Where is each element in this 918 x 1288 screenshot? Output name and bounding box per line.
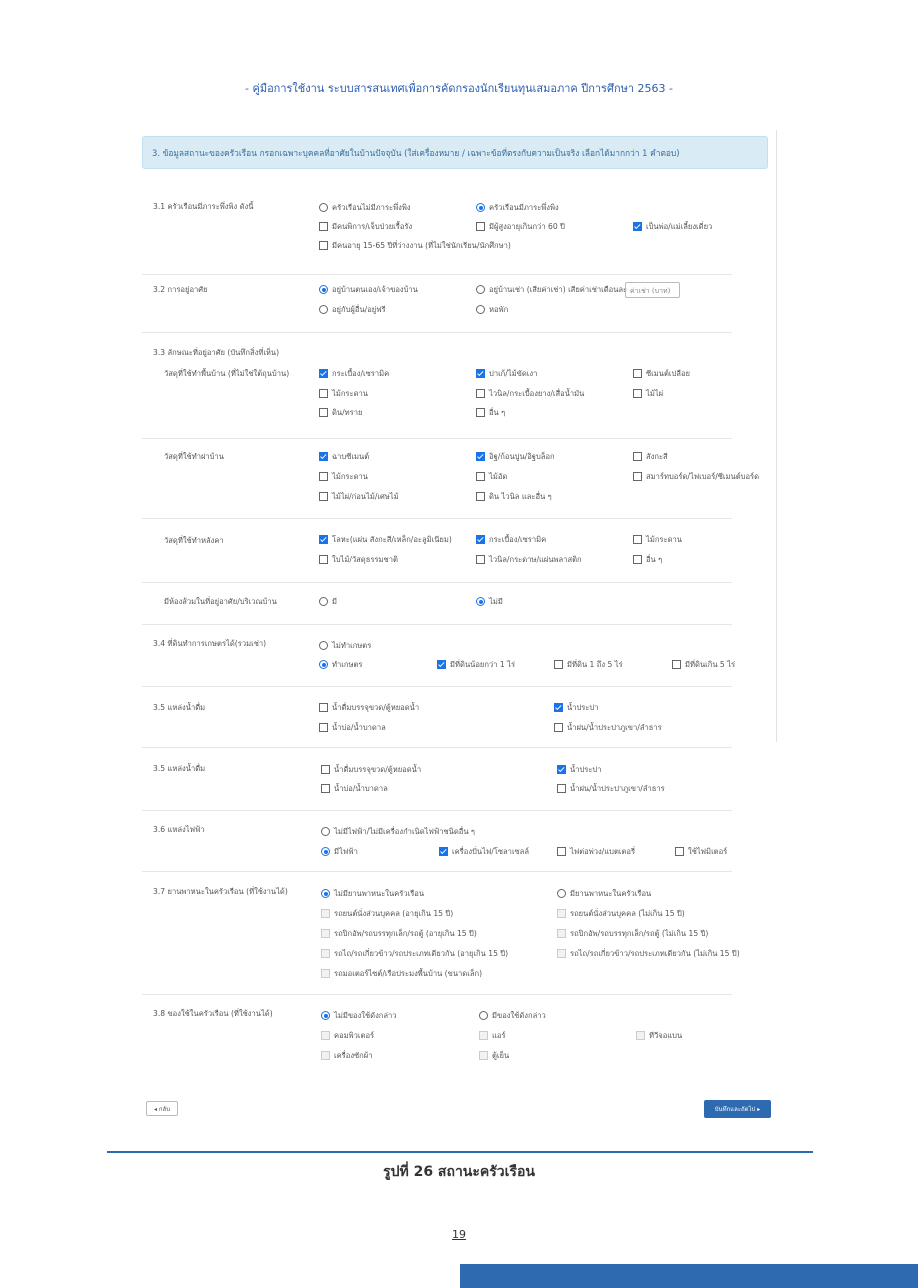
row-divider [142,332,732,333]
radio-button[interactable] [476,203,485,212]
page-number: 19 [452,1228,466,1241]
option[interactable]: ดิน/ทราย [319,407,362,418]
option[interactable]: ไม้อัด [476,471,507,482]
floor-material-label: วัสดุที่ใช้ทำพื้นบ้าน (ที่ไม่ใช่ใต้ถุนบ้าน) [164,369,290,378]
checkbox[interactable] [437,660,446,669]
checkbox[interactable] [557,847,566,856]
option[interactable]: มีไฟฟ้า [321,846,358,857]
option[interactable]: สมาร์ทบอร์ด/ไฟเบอร์/ซีเมนต์บอร์ด [633,471,759,482]
save-next-button[interactable]: บันทึกและถัดไป ▸ [704,1100,771,1118]
row-divider [142,994,732,995]
q3-5-label: 3.5 แหล่งน้ำดื่ม [153,764,206,773]
checkbox[interactable] [557,949,566,958]
radio-button[interactable] [321,1011,330,1020]
radio-button[interactable] [321,827,330,836]
option[interactable]: น้ำประปา [557,764,602,775]
checkbox[interactable] [636,1031,645,1040]
radio-button[interactable] [476,285,485,294]
radio-button[interactable] [319,641,328,650]
option[interactable]: ไม่มี [476,596,503,607]
rent-amount-input[interactable]: ค่าเช่า (บาท) [625,282,680,298]
row-divider [142,747,732,748]
option[interactable]: มียานพาหนะในครัวเรือน [557,888,651,899]
checkbox[interactable] [476,452,485,461]
checkbox[interactable] [319,535,328,544]
checkbox[interactable] [554,703,563,712]
row-divider [142,438,732,439]
option[interactable]: ไม้ไผ่ [633,388,663,399]
row-divider [142,871,732,872]
checkbox[interactable] [557,784,566,793]
caption-rule [107,1151,813,1153]
option[interactable]: ไม่มีไฟฟ้า/ไม่มีเครื่องกำเนิดไฟฟ้าชนิดอื่น ๆ [321,826,475,837]
checkbox[interactable] [633,535,642,544]
q3-3-label: 3.3 ลักษณะที่อยู่อาศัย (บันทึกสิ่งที่เห็น) [153,348,280,357]
checkbox[interactable] [321,1031,330,1040]
radio-button[interactable] [479,1011,488,1020]
option[interactable]: เครื่องซักผ้า [321,1050,373,1061]
option[interactable]: ดิน ไวนิล และอื่น ๆ [476,491,552,502]
checkbox[interactable] [321,929,330,938]
option[interactable]: อื่น ๆ [633,554,662,565]
option[interactable]: แอร์ [479,1030,506,1041]
checkbox[interactable] [321,909,330,918]
household-form-screenshot [140,130,780,1120]
row-divider [142,582,732,583]
checkbox[interactable] [633,555,642,564]
checkbox[interactable] [321,1051,330,1060]
option[interactable]: ใบไม้/วัสดุธรรมชาติ [319,554,398,565]
checkbox[interactable] [557,929,566,938]
radio-button[interactable] [557,889,566,898]
checkbox[interactable] [476,389,485,398]
q3-2-label: 3.2 การอยู่อาศัย [153,285,208,294]
checkbox[interactable] [633,222,642,231]
checkbox[interactable] [476,555,485,564]
option[interactable]: น้ำบ่อ/น้ำบาดาล [321,783,388,794]
option[interactable]: อยู่บ้านเช่า (เสียค่าเช่า) เสียค่าเช่าเดือนละ [476,284,627,295]
option[interactable]: รถปิกอัพ/รถบรรทุกเล็ก/รถตู้ (ไม่เกิน 15 ปี) [557,928,708,939]
option[interactable]: น้ำฝน/น้ำประปาภูเขา/ลำธาร [554,722,662,733]
q3-4-label: 3.4 ที่ดินทำการเกษตรได้(รวมเช่า) [153,639,267,648]
option[interactable]: ไม่มียานพาหนะในครัวเรือน [321,888,424,899]
option[interactable]: อื่น ๆ [476,407,505,418]
option[interactable]: ไวนิล/กระเบื้องยาง/เสื่อน้ำมัน [476,388,584,399]
option[interactable]: ใช้ไฟมิเตอร์ [675,846,727,857]
row-divider [142,274,732,275]
checkbox[interactable] [633,369,642,378]
checkbox[interactable] [321,949,330,958]
roof-material-label: วัสดุที่ใช้ทำหลังคา [164,536,224,545]
option[interactable]: ไม่ทำเกษตร [319,640,371,651]
checkbox[interactable] [633,452,642,461]
q3-1-label: 3.1 ครัวเรือนมีภาระพึ่งพิง ดังนี้ [153,202,254,211]
option[interactable]: รถมอเตอร์ไซต์/เรือประมงพื้นบ้าน (ขนาดเล็ก) [321,968,482,979]
option[interactable]: น้ำประปา [554,702,599,713]
back-button[interactable]: ◂ กลับ [146,1101,178,1116]
option[interactable]: โลหะ(แผ่น สังกะสี/เหล็ก/อะลูมิเนียม) [319,534,452,545]
section-banner: 3. ข้อมูลสถานะของครัวเรือน กรอกเฉพาะบุคคลที่อาศัยในบ้านปัจจุบัน (ใส่เครื่องหมาย / เฉพาะข้อที่ตรงกับความเป็นจริง เลือกได้มากกว่า 1 คำตอบ) [142,136,768,169]
option[interactable]: น้ำฝน/น้ำประปาภูเขา/ลำธาร [557,783,665,794]
option[interactable]: ไวนิล/กระดาษ/แผ่นพลาสติก [476,554,582,565]
option[interactable]: หอพัก [476,304,508,315]
option[interactable]: กระเบื้อง/เซรามิค [319,368,389,379]
checkbox[interactable] [319,241,328,250]
option[interactable]: ครัวเรือนมีภาระพึ่งพิง [476,202,559,213]
checkbox[interactable] [557,765,566,774]
option[interactable]: ไม่มีของใช้ดังกล่าว [321,1010,397,1021]
option[interactable]: มีของใช้ดังกล่าว [479,1010,546,1021]
q3-6-label: 3.6 แหล่งไฟฟ้า [153,825,205,834]
checkbox[interactable] [554,660,563,669]
option[interactable]: รถยนต์นั่งส่วนบุคคล (อายุเกิน 15 ปี) [321,908,453,919]
footer-bar [460,1264,918,1288]
checkbox[interactable] [319,408,328,417]
checkbox[interactable] [319,472,328,481]
option[interactable]: รถไถ/รถเกี่ยวข้าว/รถประเภทเดียวกัน (อายุเกิน 15 ปี) [321,948,508,959]
option[interactable]: คอมพิวเตอร์ [321,1030,374,1041]
checkbox[interactable] [476,535,485,544]
option[interactable]: น้ำดื่มบรรจุขวด/ตู้หยอดน้ำ [319,702,419,713]
toilet-label: มีห้องส้วมในที่อยู่อาศัย/บริเวณบ้าน [164,597,277,606]
checkbox[interactable] [321,969,330,978]
option[interactable]: มีคนพิการ/เจ็บป่วยเรื้อรัง [319,221,412,232]
option[interactable]: เครื่องปั่นไฟ/โซลาเซลล์ [439,846,529,857]
option[interactable]: รถไถ/รถเกี่ยวข้าว/รถประเภทเดียวกัน (ไม่เกิน 15 ปี) [557,948,740,959]
option[interactable]: ครัวเรือนไม่มีภาระพึ่งพิง [319,202,411,213]
wall-material-label: วัสดุที่ใช้ทำฝาบ้าน [164,452,224,461]
checkbox[interactable] [479,1051,488,1060]
checkbox[interactable] [675,847,684,856]
checkbox[interactable] [633,472,642,481]
radio-button[interactable] [319,660,328,669]
checkbox[interactable] [319,389,328,398]
radio-button[interactable] [321,889,330,898]
option[interactable]: ไม้กระดาน [319,388,368,399]
page-header: - คู่มือการใช้งาน ระบบสารสนเทศเพื่อการคัดกรองนักเรียนทุนเสมอภาค ปีการศึกษา 2563 - [245,82,673,95]
option[interactable]: สังกะสี [633,451,668,462]
checkbox[interactable] [479,1031,488,1040]
radio-button[interactable] [321,847,330,856]
option[interactable]: ไม้กระดาน [319,471,368,482]
checkbox[interactable] [319,492,328,501]
option[interactable]: มีที่ดิน 1 ถึง 5 ไร่ [554,659,623,670]
option[interactable]: ไม้กระดาน [633,534,682,545]
checkbox[interactable] [321,765,330,774]
row-divider [142,686,732,687]
checkbox[interactable] [319,703,328,712]
option[interactable]: กระเบื้อง/เซรามิค [476,534,546,545]
option[interactable]: มีที่ดินเกิน 5 ไร่ [672,659,735,670]
checkbox[interactable] [319,723,328,732]
checkbox[interactable] [476,222,485,231]
radio-button[interactable] [476,305,485,314]
checkbox[interactable] [319,222,328,231]
option[interactable]: ตู้เย็น [479,1050,509,1061]
row-divider [142,518,732,519]
radio-button[interactable] [319,305,328,314]
checkbox[interactable] [439,847,448,856]
checkbox[interactable] [557,909,566,918]
q3-7-label: 3.7 ยานพาหนะในครัวเรือน (ที่ใช้งานได้) [153,887,288,896]
option[interactable]: มีคนอายุ 15-65 ปีที่ว่างงาน (ที่ไม่ใช่นักเรียน/นักศึกษา) [319,240,511,251]
radio-button[interactable] [319,285,328,294]
option[interactable]: อิฐ/ก้อนปูน/อิฐบล็อก [476,451,555,462]
q3-8-label: 3.8 ของใช้ในครัวเรือน (ที่ใช้งานได้) [153,1009,273,1018]
checkbox[interactable] [476,408,485,417]
checkbox[interactable] [319,555,328,564]
option[interactable]: มีที่ดินน้อยกว่า 1 ไร่ [437,659,515,670]
option[interactable]: อยู่บ้านตนเอง/เจ้าของบ้าน [319,284,418,295]
radio-button[interactable] [476,597,485,606]
checkbox[interactable] [319,369,328,378]
option[interactable]: ไฟต่อพ่วง/แบตเตอรี่ [557,846,635,857]
option[interactable]: ทำเกษตร [319,659,362,670]
row-divider [142,810,732,811]
checkbox[interactable] [554,723,563,732]
figure-caption: รูปที่ 26 สถานะครัวเรือน [383,1164,535,1180]
option[interactable]: เป็นพ่อ/แม่เลี้ยงเดี่ยว [633,221,712,232]
option[interactable]: น้ำบ่อ/น้ำบาดาล [319,722,386,733]
option[interactable]: ซีเมนต์เปลือย [633,368,690,379]
radio-button[interactable] [319,597,328,606]
checkbox[interactable] [633,389,642,398]
option[interactable]: ไม้ไผ่/ก่อนไม้/เศษไม้ [319,491,399,502]
option[interactable]: มี [319,596,337,607]
checkbox[interactable] [321,784,330,793]
radio-button[interactable] [319,203,328,212]
option[interactable]: รถปิกอัพ/รถบรรทุกเล็ก/รถตู้ (อายุเกิน 15 ปี) [321,928,477,939]
option[interactable]: มีผู้สูงอายุเกินกว่า 60 ปี [476,221,565,232]
checkbox[interactable] [476,492,485,501]
option[interactable]: อยู่กับผู้อื่น/อยู่ฟรี [319,304,386,315]
checkbox[interactable] [672,660,681,669]
q3-5-label: 3.5 แหล่งน้ำดื่ม [153,703,206,712]
checkbox[interactable] [476,472,485,481]
option[interactable]: ทีวีจอแบน [636,1030,682,1041]
checkbox[interactable] [476,369,485,378]
option[interactable]: ฉาบซีเมนต์ [319,451,369,462]
option[interactable]: ปาเก้/ไม้ขัดเงา [476,368,537,379]
option[interactable]: รถยนต์นั่งส่วนบุคคล (ไม่เกิน 15 ปี) [557,908,685,919]
option[interactable]: น้ำดื่มบรรจุขวด/ตู้หยอดน้ำ [321,764,421,775]
row-divider [142,624,732,625]
checkbox[interactable] [319,452,328,461]
